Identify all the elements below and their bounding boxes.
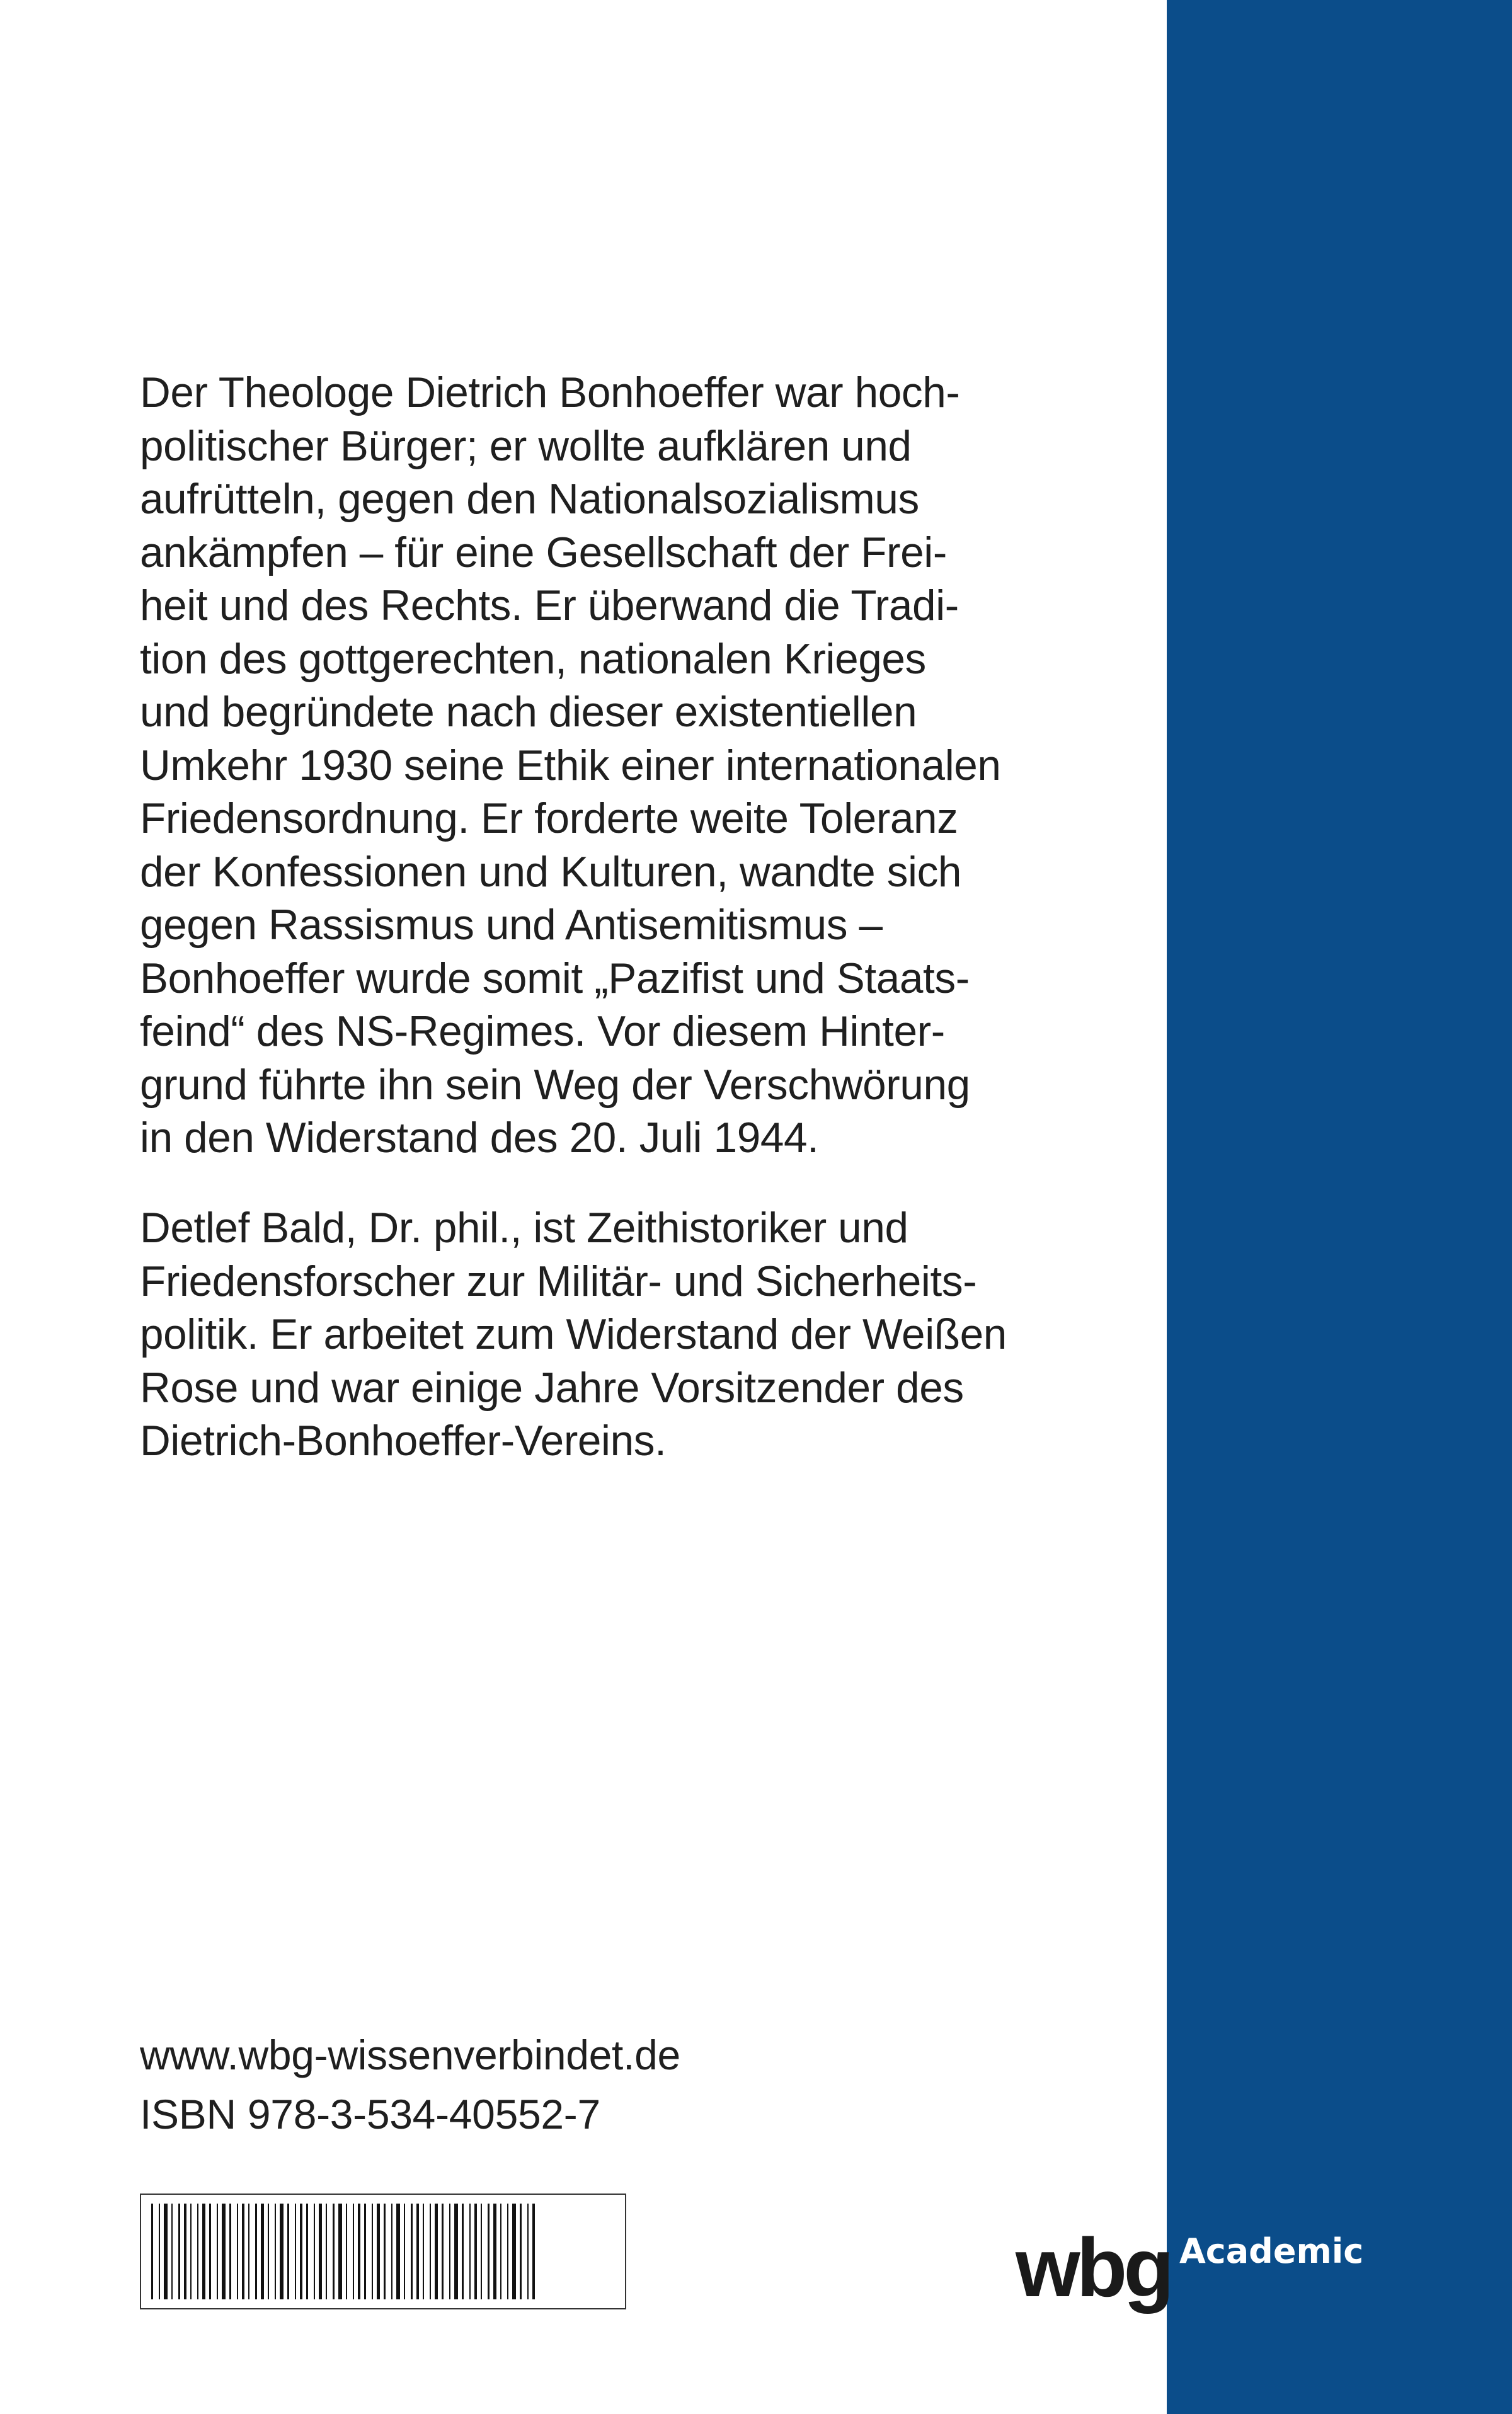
book-blurb: Der Theologe Dietrich Bonhoeffer war hoch- politischer Bürger; er wollte aufklären und aufrütteln, gegen den Nationalsozialismus ankämpfen – für eine Gesellschaft der Frei- heit und des Rechts. Er überwand die Tradi- tion des gottgerechten, nationalen Krieges und begründete nach dieser existentiellen Umkehr 1930 seine Ethik einer internationalen Friedensordnung. Er forderte weite Toleranz der Konfessionen und Kulturen, wandte sich gegen Rassismus und Antisemitismus – Bonhoeffer wurde somit „Pazifist und Staats- feind“ des NS-Regimes. Vor diesem Hinter- grund führte ihn sein Weg der Verschwörung in den Widerstand des 20. Juli 1944. — [140, 369, 1001, 1162]
author-bio: Detlef Bald, Dr. phil., ist Zeithistoriker und Friedensforscher zur Militär- und Sicherheits- politik. Er arbeitet zum Widerstand der Weißen Rose und war einige Jahre Vorsitzender des Dietrich-Bonhoeffer-Vereins. — [140, 1204, 1007, 1465]
logo-imprint-text: Academic — [1179, 2231, 1364, 2271]
isbn-number: ISBN 978-3-534-40552-7 — [140, 2091, 600, 2137]
logo-wbg-text: wbg — [1016, 2221, 1171, 2314]
publisher-logo — [1016, 2221, 1364, 2318]
barcode-bars-icon — [150, 2204, 616, 2299]
blue-side-band — [1167, 0, 1512, 2414]
publisher-website: www.wbg-wissenverbindet.de — [140, 2032, 680, 2078]
barcode — [140, 2194, 626, 2309]
